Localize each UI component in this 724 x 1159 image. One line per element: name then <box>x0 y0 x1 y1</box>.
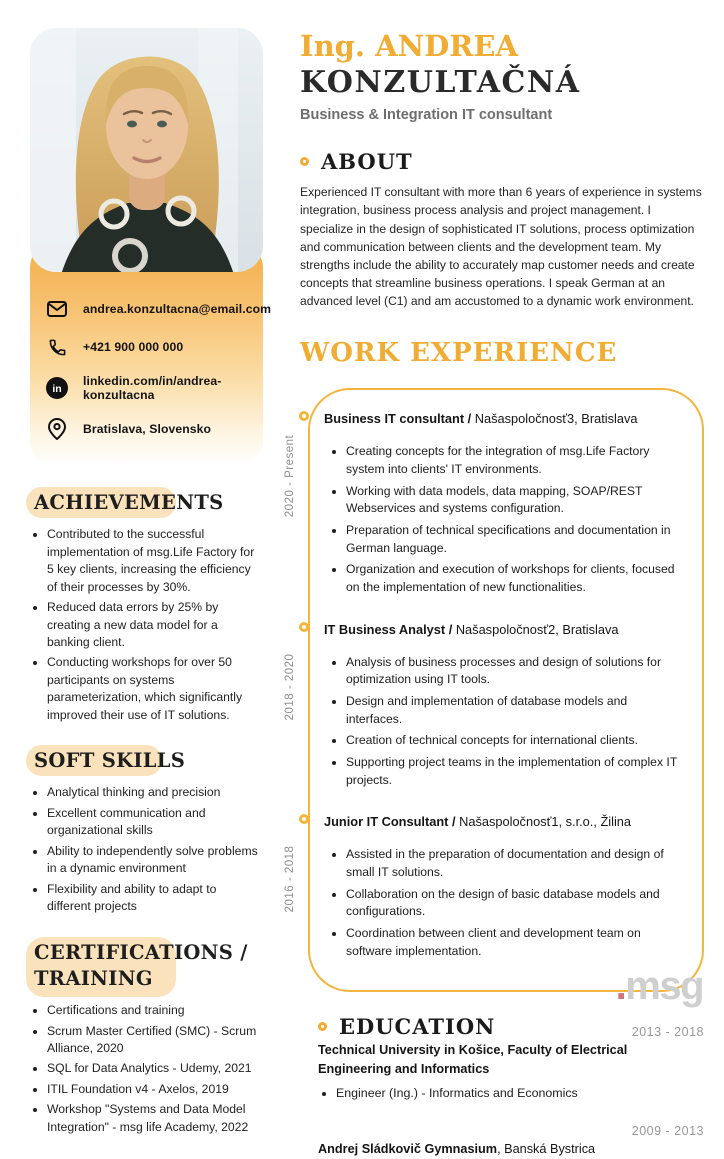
job-title-line <box>324 813 682 831</box>
job-company: Našaspoločnosť3, Bratislava <box>474 411 638 427</box>
about-heading: ABOUT <box>321 149 413 175</box>
soft-skills-list <box>30 784 263 915</box>
achievements-heading: ACHIEVEMENTS <box>34 490 263 516</box>
soft-skill-item: • Ability to independently solve problems in a dynamic environment <box>47 843 263 878</box>
certifications-list <box>30 1002 263 1136</box>
contact-phone-text: +421 900 000 000 <box>83 340 184 354</box>
education-heading: EDUCATION <box>339 1014 496 1040</box>
job-bullet: • Creating concepts for the integration of msg.Life Factory system into clients' IT environments. <box>346 443 682 478</box>
timeline-node-icon <box>299 622 309 632</box>
certification-item: • Certifications and training <box>47 1002 263 1019</box>
job-title: IT Business Analyst / <box>324 621 453 637</box>
certification-item: • SQL for Data Analytics - Udemy, 2021 <box>47 1060 263 1077</box>
soft-skill-item: • Excellent communication and organizational skills <box>47 805 263 840</box>
certification-item: • Scrum Master Certified (SMC) - Scrum Alliance, 2020 <box>47 1023 263 1058</box>
education-period: 2009 - 2013 <box>631 1124 704 1139</box>
job-company: Našaspoločnosť1, s.r.o., Žilina <box>459 814 632 830</box>
job-bullet: • Assisted in the preparation of documentation and design of small IT solutions. <box>346 846 682 881</box>
svg-text:in: in <box>52 383 62 396</box>
job-period: 2016 - 2018 <box>284 846 296 913</box>
email-icon <box>46 298 68 320</box>
timeline-node-icon <box>299 814 309 824</box>
certification-item: • ITIL Foundation v4 - Axelos, 2019 <box>47 1081 263 1098</box>
contact-location <box>46 418 257 440</box>
contact-email <box>46 298 272 320</box>
education-school-name: Andrej Sládkovič Gymnasium <box>318 1142 498 1157</box>
job-entry <box>284 621 682 790</box>
section-about <box>300 149 704 310</box>
certifications-heading: CERTIFICATIONS / TRAINING <box>34 940 263 993</box>
education-entry <box>318 1124 704 1158</box>
profile-photo-illustration <box>30 28 263 272</box>
job-bullet: • Supporting project teams in the implementation of complex IT projects. <box>346 754 682 789</box>
education-school <box>318 1140 704 1158</box>
job-bullet: • Design and implementation of database models and interfaces. <box>346 693 682 728</box>
contact-panel <box>30 242 272 466</box>
job-bullets <box>324 654 682 790</box>
job-title-line <box>324 410 682 428</box>
education-period: 2013 - 2018 <box>631 1025 704 1040</box>
linkedin-icon <box>46 377 68 399</box>
profile-photo <box>30 28 263 272</box>
job-bullet: • Preparation of technical specifications and documentation in German language. <box>346 522 682 557</box>
job-title: Junior IT Consultant / <box>324 814 456 830</box>
achievement-item: • Contributed to the successful implementation of msg.Life Factory for 5 key clients, increasing the efficiency of their processes by 30%. <box>47 526 263 596</box>
job-company: Našaspoločnosť2, Bratislava <box>455 621 619 637</box>
work-timeline <box>284 388 704 992</box>
timeline-node-icon <box>299 411 309 421</box>
msg-logo-dot: . <box>615 964 626 1008</box>
job-title: Business IT consultant / <box>324 411 472 427</box>
location-icon <box>46 418 68 440</box>
job-subtitle: Business & Integration IT consultant <box>300 107 553 124</box>
soft-skill-item: • Flexibility and ability to adapt to different projects <box>47 881 263 916</box>
name-first-line: Ing. ANDREA <box>300 29 518 63</box>
header-block <box>300 30 704 123</box>
contact-linkedin-text: linkedin.com/in/andrea-konzultacna <box>83 374 222 402</box>
msg-logo <box>616 966 703 1006</box>
education-school <box>318 1041 704 1078</box>
achievements-list <box>30 526 263 724</box>
soft-skill-item: • Analytical thinking and precision <box>47 784 263 801</box>
contact-phone <box>46 336 257 358</box>
about-text: Experienced IT consultant with more than 6 years of experience in systems integration, business process analysis and project management. I specialize in the design of sophisticated IT solutions, process optimization and communication between clients and the development team. My strengths include the ability to accurately map customer needs and create concepts that streamline business operations. I speak German at an advanced level (C1) and am accustomed to a dynamic work environment. <box>300 185 702 309</box>
job-period: 2018 - 2020 <box>284 653 296 721</box>
job-bullet: • Organization and execution of workshops for clients, focused on the implementation of new functionalities. <box>346 561 682 596</box>
achievement-item: • Conducting workshops for over 50 participants on systems parameterization, which significantly improved their use of IT solutions. <box>47 654 263 724</box>
msg-logo-text: msg <box>625 964 703 1008</box>
phone-icon <box>46 336 68 358</box>
contact-location-text: Bratislava, Slovensko <box>83 422 212 436</box>
ring-bullet-icon <box>300 157 309 166</box>
education-school-location: , Banská Bystrica <box>497 1142 596 1157</box>
certification-item: • Workshop "Systems and Data Model Integration" - msg life Academy, 2022 <box>47 1101 263 1136</box>
job-bullets <box>324 443 682 597</box>
sidebar <box>30 28 272 1139</box>
job-bullet: • Creation of technical concepts for international clients. <box>346 732 682 750</box>
job-entry <box>284 813 682 960</box>
soft-skills-heading: SOFT SKILLS <box>34 748 263 774</box>
job-bullet: • Working with data models, data mapping, SOAP/REST Webservices and systems configuration. <box>346 483 682 518</box>
education-bullets <box>318 1086 704 1100</box>
job-entry <box>284 410 682 596</box>
section-education <box>318 1014 704 1158</box>
education-bullet: • Engineer (Ing.) - Informatics and Economics <box>336 1086 704 1100</box>
job-period: 2020 - Present <box>284 435 296 518</box>
contact-linkedin <box>46 374 257 402</box>
job-bullets <box>324 846 682 960</box>
contact-email-text: andrea.konzultacna@email.com <box>83 302 272 316</box>
job-title-line <box>324 621 682 639</box>
section-soft-skills <box>30 748 263 915</box>
education-school-name: Technical University in Košice, Faculty of Electrical Engineering and Informatics <box>318 1043 628 1076</box>
section-achievements <box>30 490 263 724</box>
job-bullet: • Coordination between client and development team on software implementation. <box>346 925 682 960</box>
work-experience-heading: WORK EXPERIENCE <box>300 338 618 369</box>
job-bullet: • Collaboration on the design of basic database models and configurations. <box>346 886 682 921</box>
achievement-item: • Reduced data errors by 25% by creating a new data model for a banking client. <box>47 599 263 651</box>
name-last-line: KONZULTAČNÁ <box>300 65 581 101</box>
section-certifications <box>30 940 263 1137</box>
section-work-experience <box>284 338 704 992</box>
job-bullet: • Analysis of business processes and design of solutions for optimization using IT tools. <box>346 654 682 689</box>
